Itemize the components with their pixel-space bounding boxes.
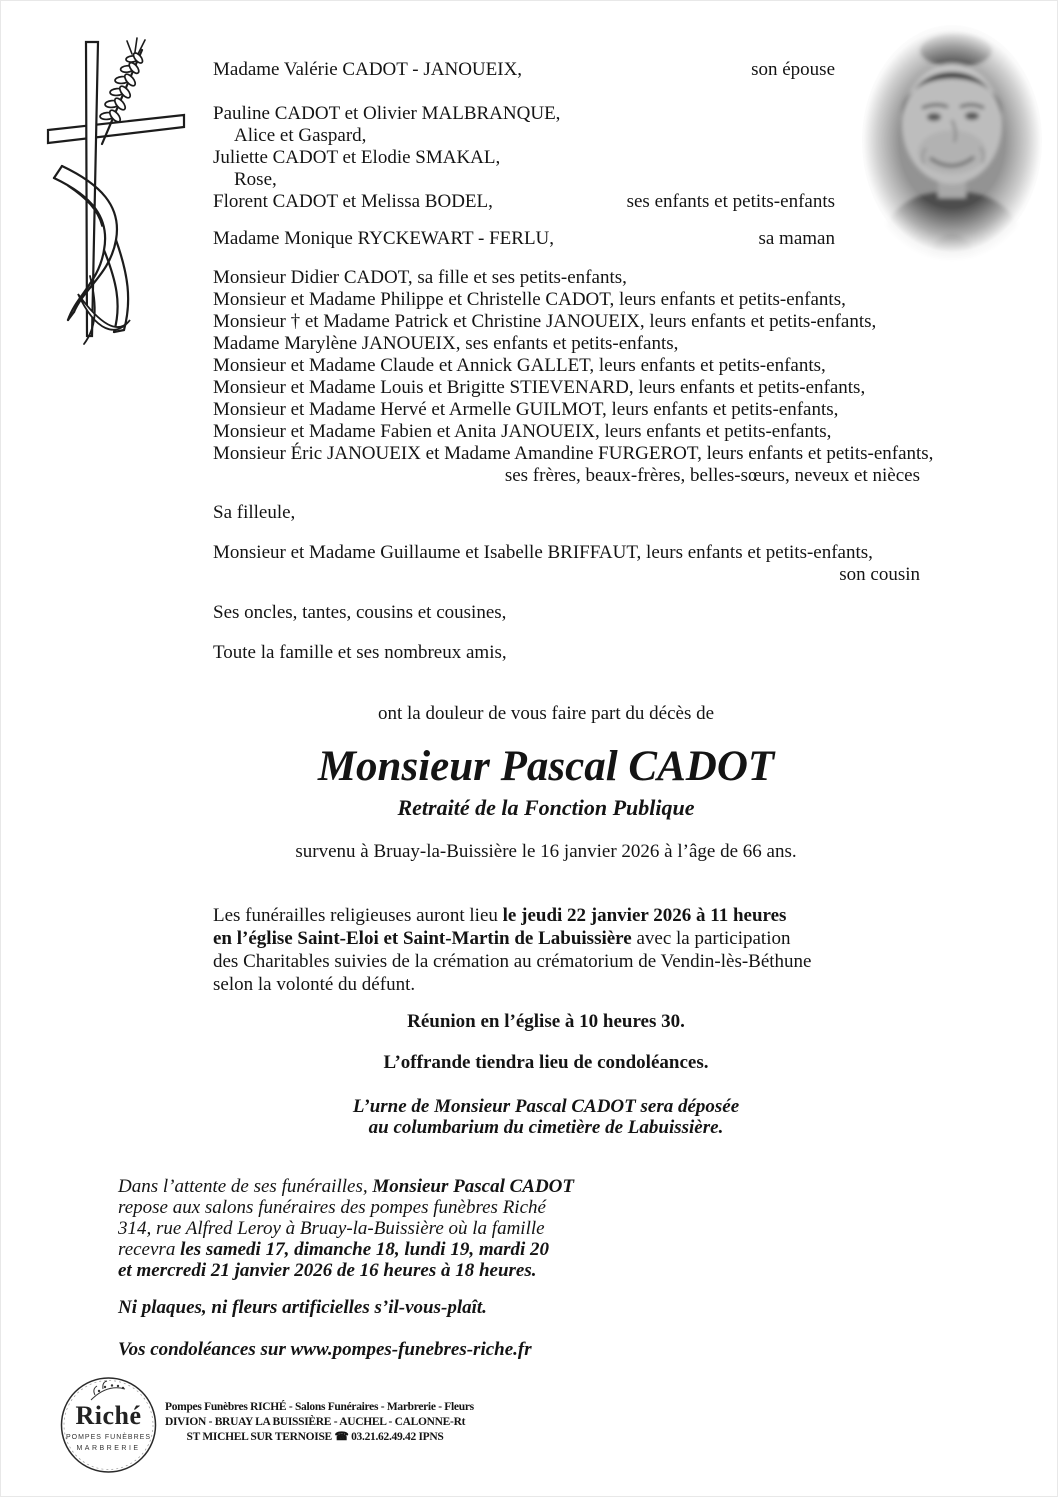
relationship-label: son épouse (751, 59, 835, 80)
footer-line-cities: DIVION - BRUAY LA BUISSIÈRE - AUCHEL - CALONNE-Rt (165, 1416, 466, 1428)
family-line-text: Rose, (234, 169, 277, 190)
paragraph-line (213, 927, 812, 950)
body-text: Dans l’attente de ses funérailles, (118, 1176, 373, 1197)
deceased-profession: Retraité de la Fonction Publique (397, 795, 695, 820)
family-line (213, 267, 933, 289)
emphasis-text: le jeudi 22 janvier 2026 à 11 heures (502, 905, 787, 926)
family-line (213, 355, 933, 377)
family-line (213, 333, 933, 355)
paragraph-line (213, 904, 812, 927)
family-line-text: Monsieur † et Madame Patrick et Christine JANOUEIX, leurs enfants et petits-enfants, (213, 311, 877, 332)
family-line (213, 311, 933, 333)
paragraph-line (118, 1197, 574, 1218)
family-line-text: Monsieur et Madame Claude et Annick GALLET, leurs enfants et petits-enfants, (213, 355, 826, 376)
family-line (213, 289, 933, 311)
family-line (213, 103, 933, 125)
family-line-text: Toute la famille et ses nombreux amis, (213, 642, 507, 663)
family-line-text: Madame Valérie CADOT - JANOUEIX, (213, 59, 523, 80)
emphasis-text: et mercredi 21 janvier 2026 de 16 heures à 18 heures. (118, 1260, 537, 1281)
cross-wheat-icon (40, 36, 200, 348)
logo-tagline-top: POMPES FUNÈBRES (65, 1434, 152, 1441)
no-flowers-line: Ni plaques, ni fleurs artificielles s’il-vous-plaît. (118, 1297, 487, 1318)
family-line-text: Monsieur et Madame Philippe et Christelle CADOT, leurs enfants et petits-enfants, (213, 289, 846, 310)
family-line-text: Ses oncles, tantes, cousins et cousines, (213, 602, 507, 623)
deceased-name: Monsieur Pascal CADOT (317, 743, 775, 790)
announcement-line: ont la douleur de vous faire part du décès de (377, 703, 715, 724)
family-line-text: Monsieur Éric JANOUEIX et Madame Amandine FURGEROT, leurs enfants et petits-enfants, (213, 443, 934, 464)
family-line (213, 377, 933, 399)
family-line (213, 421, 933, 443)
body-text: avec la participation (631, 928, 791, 949)
family-line-text: ses frères, beaux-frères, belles-sœurs, neveux et nièces (504, 465, 920, 486)
family-line (213, 59, 835, 81)
family-line-text: Florent CADOT et Melissa BODEL, (213, 191, 493, 212)
footer-contact (165, 1400, 474, 1445)
family-line (213, 642, 933, 664)
family-line-text: Monsieur et Madame Louis et Brigitte STIEVENARD, leurs enfants et petits-enfants, (213, 377, 866, 398)
footer-line-services: Pompes Funèbres RICHÉ - Salons Funéraires - Marbrerie - Fleurs (165, 1401, 474, 1413)
body-text: 314, rue Alfred Leroy à Bruay-la-Buissière où la famille (118, 1218, 545, 1239)
family-line (213, 125, 933, 147)
family-line-text: Juliette CADOT et Elodie SMAKAL, (213, 147, 501, 168)
footer-line-phone: ST MICHEL SUR TERNOISE ☎ 03.21.62.49.42 IPNS (186, 1431, 444, 1443)
family-line-text: Sa filleule, (213, 502, 296, 523)
family-line-text: Pauline CADOT et Olivier MALBRANQUE, (213, 103, 561, 124)
family-line (213, 169, 933, 191)
emphasis-text: les samedi 17, dimanche 18, lundi 19, mardi 20 (180, 1239, 550, 1260)
funeral-details-paragraph (213, 904, 812, 996)
family-list (213, 59, 933, 664)
paragraph-line (213, 973, 812, 996)
family-line-text: Monsieur et Madame Fabien et Anita JANOUEIX, leurs enfants et petits-enfants, (213, 421, 832, 442)
family-line (213, 399, 933, 421)
body-text: Les funérailles religieuses auront lieu (213, 905, 503, 926)
urn-disposition (213, 1096, 879, 1138)
paragraph-line (118, 1176, 574, 1197)
logo-tagline-bottom: MARBRERIE (76, 1445, 141, 1452)
family-line-text: son cousin (839, 564, 920, 585)
family-line (213, 191, 835, 213)
family-line-text: Monsieur et Madame Hervé et Armelle GUILMOT, leurs enfants et petits-enfants, (213, 399, 839, 420)
paragraph-line (118, 1260, 574, 1281)
family-line (213, 228, 835, 250)
relationship-label: ses enfants et petits-enfants (626, 191, 835, 212)
family-line-text: Madame Monique RYCKEWART - FERLU, (213, 228, 555, 249)
body-text: des Charitables suivies de la crémation au crématorium de Vendin-lès-Béthune (213, 951, 812, 972)
family-line (213, 465, 920, 487)
paragraph-line (118, 1218, 574, 1239)
family-line (213, 564, 920, 586)
relationship-label: sa maman (758, 228, 835, 249)
death-notice-line: survenu à Bruay-la-Buissière le 16 janvier 2026 à l’âge de 66 ans. (295, 841, 797, 862)
family-line-text: Monsieur et Madame Guillaume et Isabelle BRIFFAUT, leurs enfants et petits-enfants, (213, 542, 873, 563)
urn-line-2: au columbarium du cimetière de Labuissière. (368, 1117, 724, 1138)
body-text: repose aux salons funéraires des pompes funèbres Riché (118, 1197, 546, 1218)
family-line (213, 602, 933, 624)
riche-logo (59, 1376, 158, 1475)
family-line (213, 147, 933, 169)
online-condolences-line: Vos condoléances sur www.pompes-funebres-riche.fr (118, 1339, 532, 1360)
paragraph-line (213, 950, 812, 973)
meeting-time-line: Réunion en l’église à 10 heures 30. (407, 1011, 685, 1032)
family-line (213, 502, 933, 524)
paragraph-line (118, 1239, 574, 1260)
family-line-text: Madame Marylène JANOUEIX, ses enfants et petits-enfants, (213, 333, 679, 354)
logo-brand: Riché (75, 1401, 142, 1430)
urn-line-1: L’urne de Monsieur Pascal CADOT sera déposée (352, 1096, 740, 1117)
body-text: recevra (118, 1239, 181, 1260)
family-line-text: Alice et Gaspard, (234, 125, 367, 146)
family-line (213, 443, 933, 465)
offering-line: L’offrande tiendra lieu de condoléances. (383, 1052, 709, 1073)
emphasis-text: en l’église Saint-Eloi et Saint-Martin de Labuissière (213, 928, 632, 949)
body-text: selon la volonté du défunt. (213, 974, 416, 995)
family-line (213, 542, 933, 564)
family-line-text: Monsieur Didier CADOT, sa fille et ses petits-enfants, (213, 267, 627, 288)
visitation-paragraph (118, 1176, 574, 1281)
emphasis-text: Monsieur Pascal CADOT (372, 1176, 574, 1197)
